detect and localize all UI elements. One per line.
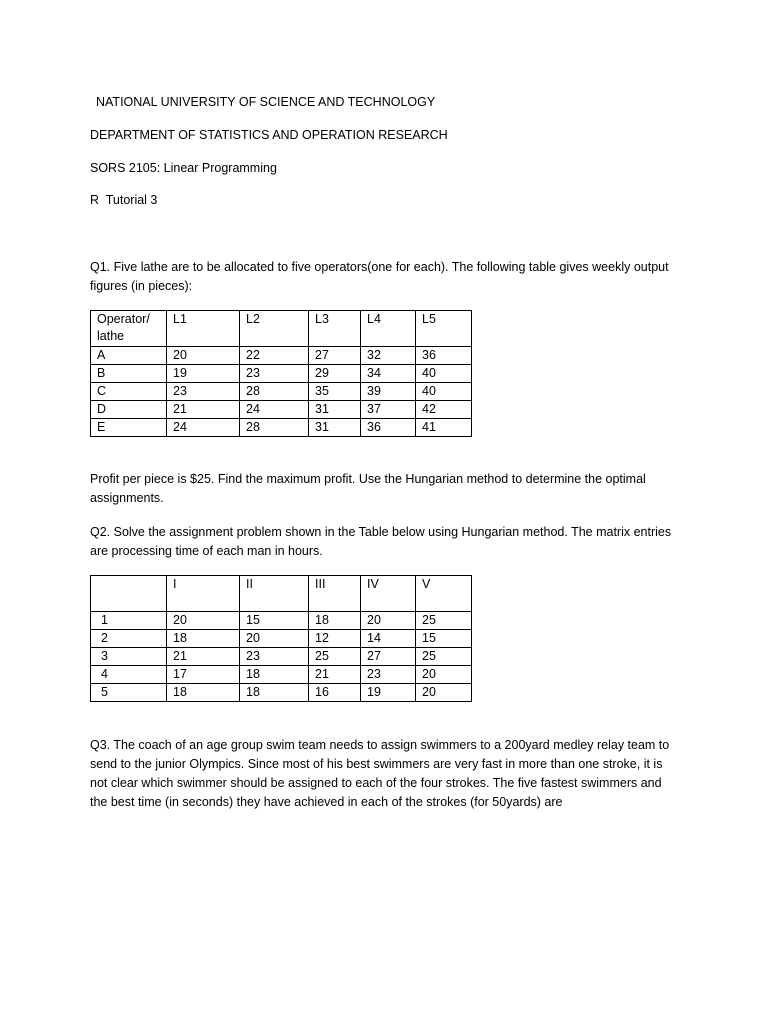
table-cell: 19	[361, 684, 416, 702]
table-cell: 15	[416, 630, 472, 648]
table-cell: 15	[240, 612, 309, 630]
table-header-cell: V	[416, 576, 472, 612]
table-cell: 23	[240, 365, 309, 383]
table-cell: 20	[167, 347, 240, 365]
table-cell: 31	[309, 401, 361, 419]
tutorial-title: R Tutorial 3	[90, 193, 158, 207]
table-cell: 28	[240, 383, 309, 401]
course-title: SORS 2105: Linear Programming	[90, 161, 277, 175]
table-row	[91, 347, 472, 365]
university-name: NATIONAL UNIVERSITY OF SCIENCE AND TECHNOLOGY	[96, 95, 436, 109]
department-name: DEPARTMENT OF STATISTICS AND OPERATION RESEARCH	[90, 128, 448, 142]
table-cell: 25	[309, 648, 361, 666]
table-cell: 23	[361, 666, 416, 684]
table-row	[91, 419, 472, 437]
table-row-label: D	[91, 401, 167, 419]
table-cell: 36	[361, 419, 416, 437]
table-row-label: A	[91, 347, 167, 365]
table-row	[91, 612, 472, 630]
table-cell: 37	[361, 401, 416, 419]
table-cell: 22	[240, 347, 309, 365]
table-cell: 25	[416, 612, 472, 630]
table-cell: 23	[167, 383, 240, 401]
table-cell: 25	[416, 648, 472, 666]
table-cell: 18	[240, 666, 309, 684]
q1-output-table	[90, 310, 472, 437]
table-cell: 21	[167, 648, 240, 666]
table-cell: 27	[309, 347, 361, 365]
table-cell: 32	[361, 347, 416, 365]
q1-text: Q1. Five lathe are to be allocated to five operators(one for each). The following table gives weekly output figures (in pieces):	[90, 260, 669, 293]
table-row-label: B	[91, 365, 167, 383]
q2-time-table	[90, 575, 472, 702]
table-cell: 24	[240, 401, 309, 419]
table-row-label: 4	[91, 666, 167, 684]
table-header-cell: Operator/ lathe	[91, 311, 167, 347]
table-cell: 12	[309, 630, 361, 648]
q1-followup-text: Profit per piece is $25. Find the maximum profit. Use the Hungarian method to determine the optimal assignments.	[90, 472, 646, 505]
table-cell: 41	[416, 419, 472, 437]
table-cell: 20	[361, 612, 416, 630]
table-header-cell: L3	[309, 311, 361, 347]
table-header-cell: L2	[240, 311, 309, 347]
table-cell: 36	[416, 347, 472, 365]
table-row	[91, 666, 472, 684]
table-cell: 27	[361, 648, 416, 666]
table-cell: 18	[167, 684, 240, 702]
table-row-label: 1	[91, 612, 167, 630]
table-cell: 18	[309, 612, 361, 630]
table-cell: 35	[309, 383, 361, 401]
q3-text: Q3. The coach of an age group swim team needs to assign swimmers to a 200yard medley relay team to send to the junior Olympics. Since most of his best swimmers are very fast in more than one stroke, it is not clear which swimmer should be assigned to each of the four strokes. The five fastest swimmers and the best time (in seconds) they have achieved in each of the strokes (for 50yards) are	[90, 738, 670, 809]
table-cell: 28	[240, 419, 309, 437]
table-cell: 29	[309, 365, 361, 383]
table-row	[91, 383, 472, 401]
table-cell: 21	[167, 401, 240, 419]
table-cell: 40	[416, 383, 472, 401]
table-header-cell: L5	[416, 311, 472, 347]
table-cell: 21	[309, 666, 361, 684]
table-row	[91, 365, 472, 383]
table-row	[91, 684, 472, 702]
q2-text: Q2. Solve the assignment problem shown in the Table below using Hungarian method. The matrix entries are processing time of each man in hours.	[90, 525, 672, 558]
table-cell: 39	[361, 383, 416, 401]
table-header-row	[91, 576, 472, 612]
table-cell: 17	[167, 666, 240, 684]
table-cell: 18	[167, 630, 240, 648]
table-row	[91, 401, 472, 419]
table-cell: 40	[416, 365, 472, 383]
table-cell: 19	[167, 365, 240, 383]
table-cell: 20	[167, 612, 240, 630]
table-cell: 34	[361, 365, 416, 383]
table-cell: 20	[416, 666, 472, 684]
table-cell: 42	[416, 401, 472, 419]
table-cell: 23	[240, 648, 309, 666]
table-header-cell: L1	[167, 311, 240, 347]
table-row-label: 3	[91, 648, 167, 666]
table-header-row	[91, 311, 472, 347]
table-row	[91, 630, 472, 648]
table-row-label: 5	[91, 684, 167, 702]
table-row-label: 2	[91, 630, 167, 648]
table-cell: 16	[309, 684, 361, 702]
table-header-cell: I	[167, 576, 240, 612]
table-cell: 24	[167, 419, 240, 437]
table-header-cell: III	[309, 576, 361, 612]
table-row	[91, 648, 472, 666]
table-cell: 31	[309, 419, 361, 437]
table-cell: 20	[240, 630, 309, 648]
table-cell: 18	[240, 684, 309, 702]
table-header-cell: IV	[361, 576, 416, 612]
table-row-label: E	[91, 419, 167, 437]
table-header-cell	[91, 576, 167, 612]
table-cell: 20	[416, 684, 472, 702]
table-header-cell: L4	[361, 311, 416, 347]
table-header-cell: II	[240, 576, 309, 612]
table-row-label: C	[91, 383, 167, 401]
table-cell: 14	[361, 630, 416, 648]
